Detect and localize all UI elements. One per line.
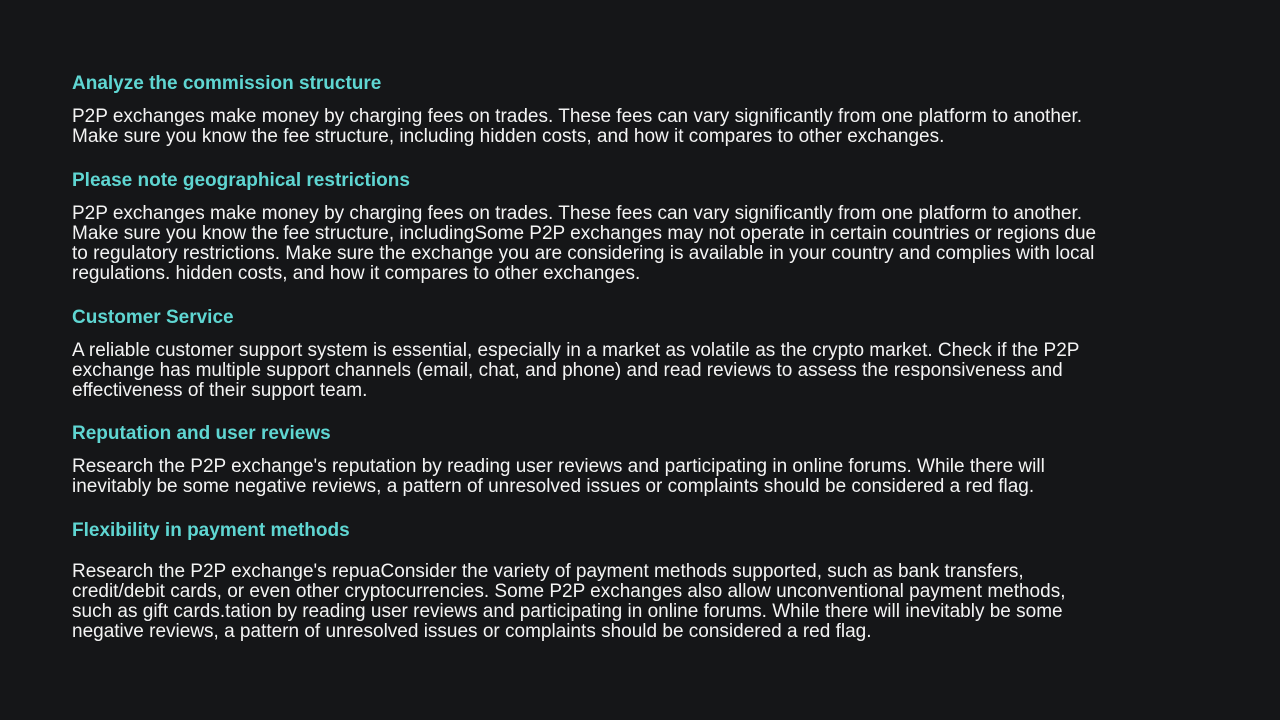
text-line: Make sure you know the fee structure, includingSome P2P exchanges may not operate in certain countries or regions due bbox=[72, 223, 1097, 244]
section-body bbox=[72, 457, 1192, 497]
text-line: effectiveness of their support team. bbox=[72, 380, 368, 401]
section-commission-structure bbox=[72, 73, 1208, 147]
text-line: Research the P2P exchange's repuaConsider the variety of payment methods supported, such as bank transfers, bbox=[72, 561, 1024, 582]
section-heading: Analyze the commission structure bbox=[72, 73, 382, 94]
section-heading: Flexibility in payment methods bbox=[72, 520, 350, 541]
text-line: inevitably be some negative reviews, a pattern of unresolved issues or complaints should be considered a red flag. bbox=[72, 476, 1035, 497]
text-line: to regulatory restrictions. Make sure the exchange you are considering is available in your country and complies with local bbox=[72, 243, 1095, 264]
section-body bbox=[72, 562, 1192, 642]
section-body bbox=[72, 204, 1192, 284]
section-reputation-reviews bbox=[72, 423, 1208, 497]
text-line: P2P exchanges make money by charging fees on trades. These fees can vary significantly from one platform to another. bbox=[72, 203, 1083, 224]
text-line: Research the P2P exchange's reputation by reading user reviews and participating in online forums. While there will bbox=[72, 456, 1045, 477]
text-line: credit/debit cards, or even other cryptocurrencies. Some P2P exchanges also allow unconventional payment methods, bbox=[72, 581, 1066, 602]
text-line: P2P exchanges make money by charging fees on trades. These fees can vary significantly from one platform to another. bbox=[72, 106, 1083, 127]
text-line: negative reviews, a pattern of unresolved issues or complaints should be considered a red flag. bbox=[72, 621, 872, 642]
text-line: A reliable customer support system is essential, especially in a market as volatile as the crypto market. Check if the P2P bbox=[72, 340, 1080, 361]
section-body bbox=[72, 107, 1192, 147]
section-body bbox=[72, 341, 1192, 401]
text-line: such as gift cards.tation by reading user reviews and participating in online forums. While there will inevitably be some bbox=[72, 601, 1063, 622]
text-line: exchange has multiple support channels (email, chat, and phone) and read reviews to assess the responsiveness and bbox=[72, 360, 1063, 381]
section-payment-flexibility bbox=[72, 520, 1208, 642]
section-heading: Please note geographical restrictions bbox=[72, 170, 410, 191]
section-heading: Customer Service bbox=[72, 307, 234, 328]
text-line: Make sure you know the fee structure, including hidden costs, and how it compares to other exchanges. bbox=[72, 126, 945, 147]
section-geographical-restrictions bbox=[72, 170, 1208, 284]
section-customer-service bbox=[72, 307, 1208, 401]
text-line: regulations. hidden costs, and how it compares to other exchanges. bbox=[72, 263, 641, 284]
section-heading: Reputation and user reviews bbox=[72, 423, 331, 444]
